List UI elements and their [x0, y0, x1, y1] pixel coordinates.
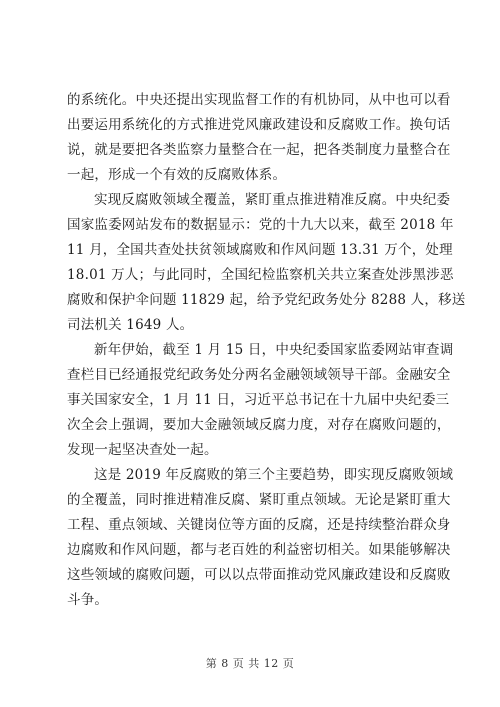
text-line: 11 月，全国共查处扶贫领域腐败和作风问题 13.31 万个，处理	[67, 242, 453, 258]
text-line: 工程、重点领域、关键岗位等方面的反腐，还是持续整治群众身	[67, 517, 451, 533]
text-line: 斗争。	[67, 592, 109, 608]
text-line: 出要运用系统化的方式推进党风廉政建设和反腐败工作。换句话	[67, 117, 451, 133]
text-line: 实现反腐败领域全覆盖，紧盯重点推进精准反腐。中央纪委	[94, 192, 451, 208]
text-line: 事关国家安全，1 月 11 日，习近平总书记在十九届中央纪委三	[67, 392, 450, 408]
text-line: 司法机关 1649 人。	[67, 317, 194, 333]
body-text	[67, 88, 466, 613]
text-line: 18.01 万人；与此同时，全国纪检监察机关共立案查处涉黑涉恶	[67, 267, 454, 283]
text-line: 次全会上强调，要加大金融领域反腐力度，对存在腐败问题的，	[67, 417, 451, 433]
text-line: 一起，形成一个有效的反腐败体系。	[67, 167, 287, 183]
text-line: 的系统化。中央还提出实现监督工作的有机协同，从中也可以看	[67, 92, 451, 108]
text-line: 国家监委网站发布的数据显示：党的十九大以来，截至 2018 年	[67, 217, 454, 233]
text-line: 查栏目已经通报党纪政务处分两名金融领域领导干部。金融安全	[67, 367, 451, 383]
text-line: 这是 2019 年反腐败的第三个主要趋势，即实现反腐败领域	[94, 467, 454, 483]
text-line: 腐败和保护伞问题 11829 起，给予党纪政务处分 8288 人，移送	[67, 292, 466, 308]
text-line: 这些领域的腐败问题，可以以点带面推动党风廉政建设和反腐败	[67, 567, 451, 583]
text-line: 新年伊始，截至 1 月 15 日，中央纪委国家监委网站审查调	[94, 342, 454, 358]
text-line: 边腐败和作风问题，都与老百姓的利益密切相关。如果能够解决	[67, 542, 451, 558]
page-footer: 第 8 页 共 12 页	[205, 657, 295, 670]
text-line: 说，就是要把各类监察力量整合在一起，把各类制度力量整合在	[67, 142, 451, 158]
text-line: 发现一起坚决查处一起。	[67, 442, 218, 458]
text-line: 的全覆盖，同时推进精准反腐、紧盯重点领域。无论是紧盯重大	[67, 492, 451, 508]
